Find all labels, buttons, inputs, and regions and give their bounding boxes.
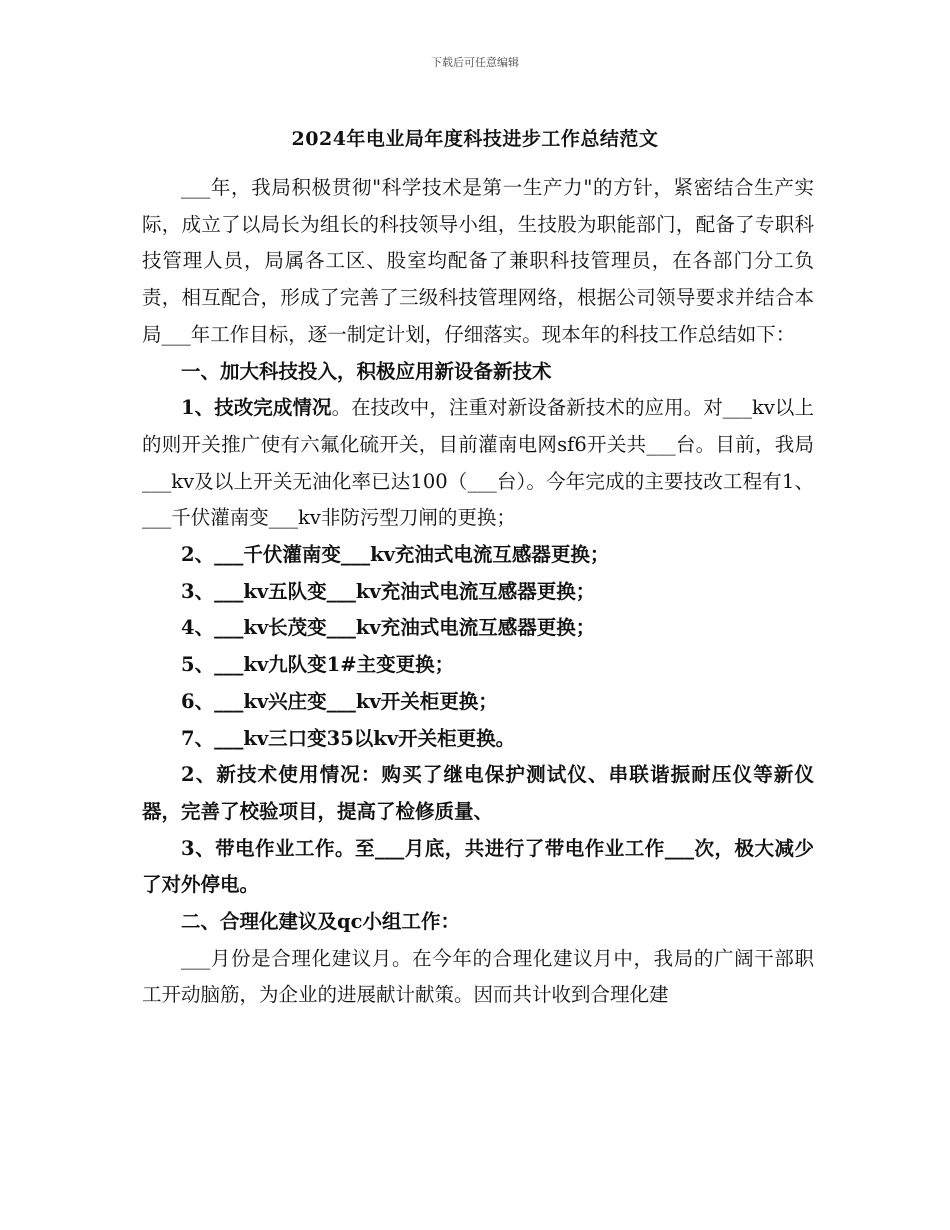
document-title: 2024年电业局年度科技进步工作总结范文 [291, 128, 659, 150]
list-item: 5、___kv九队变1#主变更换； [181, 653, 455, 677]
item-1-text: 。在技改中，注重对新设备新技术的应用。对___kv以上的则开关推广使有六氟化硫开关，目前灌南电网sf6开关共___台。目前，我局___kv及以上开关无油化率已达100（___台）。今年完成的主要技改工程有1、___千伏灌南变___kv非防污型刀闸的更换； [142, 396, 814, 530]
item-3-paragraph: 3、带电作业工作。至___月底，共进行了带电作业工作___次，极大减少了对外停电。 [142, 836, 814, 897]
item-1-label: 1、技改完成情况 [181, 396, 332, 420]
section-heading-1: 一、加大科技投入，积极应用新设备新技术 [181, 359, 552, 383]
intro-paragraph: ___年，我局积极贯彻"科学技术是第一生产力"的方针，紧密结合生产实际，成立了以局长为组长的科技领导小组，生技股为职能部门，配备了专职科技管理人员，局属各工区、股室均配备了兼职科技管理员，在各部门分工负责，相互配合，形成了完善了三级科技管理网络，根据公司领导要求并结合本局___年工作目标，逐一制定计划，仔细落实。现本年的科技工作总结如下： [142, 176, 814, 346]
document-body [142, 170, 814, 1014]
list-item: 7、___kv三口变35以kv开关柜更换。 [181, 726, 516, 750]
list-item: 2、___千伏灌南变___kv充油式电流互感器更换； [181, 543, 610, 567]
item-1-paragraph [142, 390, 814, 537]
section-heading-2: 二、合理化建议及qc小组工作： [181, 910, 461, 934]
list-item: 6、___kv兴庄变___kv开关柜更换； [181, 689, 498, 713]
list-item: 4、___kv长茂变___kv充油式电流互感器更换； [181, 616, 596, 640]
list-item: 3、___kv五队变___kv充油式电流互感器更换； [181, 579, 596, 603]
download-note: 下载后可任意编辑 [431, 56, 519, 69]
item-2-paragraph: 2、新技术使用情况：购买了继电保护测试仪、串联谐振耐压仪等新仪器，完善了校验项目，提高了检修质量、 [142, 763, 814, 823]
section-2-paragraph: ___月份是合理化建议月。在今年的合理化建议月中，我局的广阔干部职工开动脑筋，为企业的进展献计献策。因而共计收到合理化建 [142, 946, 814, 1007]
